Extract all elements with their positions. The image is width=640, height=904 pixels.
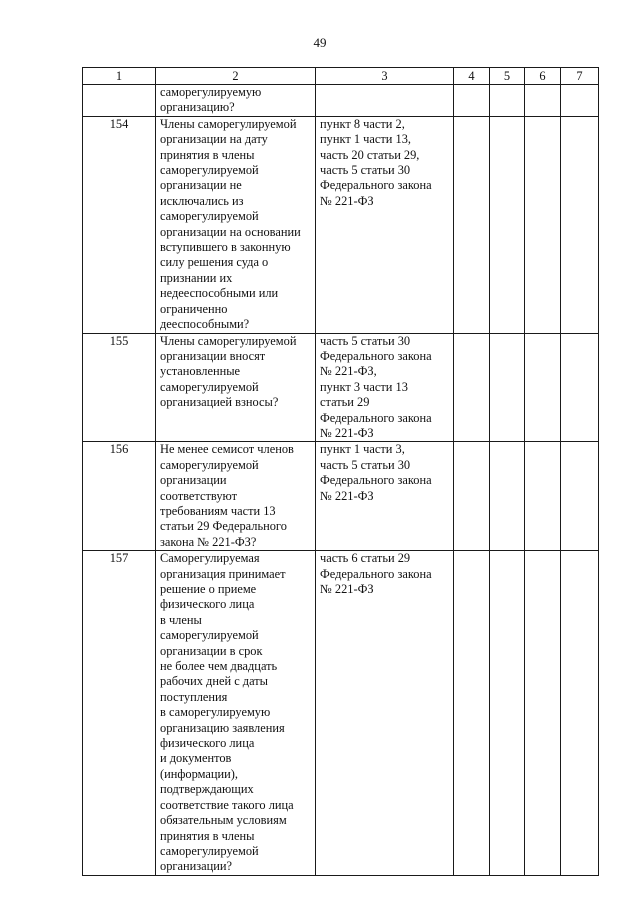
table-row	[83, 551, 599, 876]
reference-cell	[316, 85, 454, 117]
table-row	[83, 442, 599, 551]
empty-cell	[525, 85, 561, 117]
empty-cell	[490, 333, 525, 442]
empty-cell	[561, 551, 599, 876]
empty-cell	[490, 442, 525, 551]
reference-cell: часть 5 статьи 30 Федерального закона № 221-ФЗ, пункт 3 части 13 статьи 29 Федерального закона № 221-ФЗ	[316, 333, 454, 442]
question-cell: Не менее семисот членов саморегулируемой организации соответствуют требованиям части 13 статьи 29 Федерального закона № 221-ФЗ?	[156, 442, 316, 551]
empty-cell	[454, 116, 490, 333]
empty-cell	[525, 442, 561, 551]
column-header: 6	[525, 68, 561, 85]
empty-cell	[454, 333, 490, 442]
empty-cell	[561, 442, 599, 551]
empty-cell	[525, 116, 561, 333]
question-cell: Члены саморегулируемой организации вносят установленные саморегулируемой организацией взносы?	[156, 333, 316, 442]
column-header: 2	[156, 68, 316, 85]
column-header: 3	[316, 68, 454, 85]
empty-cell	[525, 551, 561, 876]
empty-cell	[561, 116, 599, 333]
question-cell: Члены саморегулируемой организации на дату принятия в члены саморегулируемой организации не исключались из саморегулируемой организации на основании вступившего в законную силу решения суда о признании их недееспособными или ограниченно дееспособными?	[156, 116, 316, 333]
table-row	[83, 333, 599, 442]
reference-cell: пункт 8 части 2, пункт 1 части 13, часть 20 статьи 29, часть 5 статьи 30 Федерального закона № 221-ФЗ	[316, 116, 454, 333]
empty-cell	[525, 333, 561, 442]
column-header: 4	[454, 68, 490, 85]
page-number: 49	[313, 35, 327, 50]
empty-cell	[561, 85, 599, 117]
empty-cell	[490, 551, 525, 876]
question-cell: саморегулируемую организацию?	[156, 85, 316, 117]
table-row	[83, 116, 599, 333]
row-number	[83, 85, 156, 117]
empty-cell	[454, 85, 490, 117]
column-header: 1	[83, 68, 156, 85]
column-header: 7	[561, 68, 599, 85]
question-cell: Саморегулируемая организация принимает решение о приеме физического лица в члены саморегулируемой организации в срок не более чем двадцать рабочих дней с даты поступления в саморегулируемую организацию заявления физического лица и документов (информации), подтверждающих соответствие такого лица обязательным условиям принятия в члены саморегулируемой организации?	[156, 551, 316, 876]
empty-cell	[490, 116, 525, 333]
empty-cell	[454, 551, 490, 876]
row-number: 154	[83, 116, 156, 333]
row-number: 156	[83, 442, 156, 551]
empty-cell	[490, 85, 525, 117]
table-row	[83, 85, 599, 117]
header-row	[83, 68, 599, 85]
empty-cell	[454, 442, 490, 551]
row-number: 157	[83, 551, 156, 876]
empty-cell	[561, 333, 599, 442]
checklist-table	[82, 67, 599, 876]
reference-cell: пункт 1 части 3, часть 5 статьи 30 Федерального закона № 221-ФЗ	[316, 442, 454, 551]
column-header: 5	[490, 68, 525, 85]
reference-cell: часть 6 статьи 29 Федерального закона № 221-ФЗ	[316, 551, 454, 876]
row-number: 155	[83, 333, 156, 442]
